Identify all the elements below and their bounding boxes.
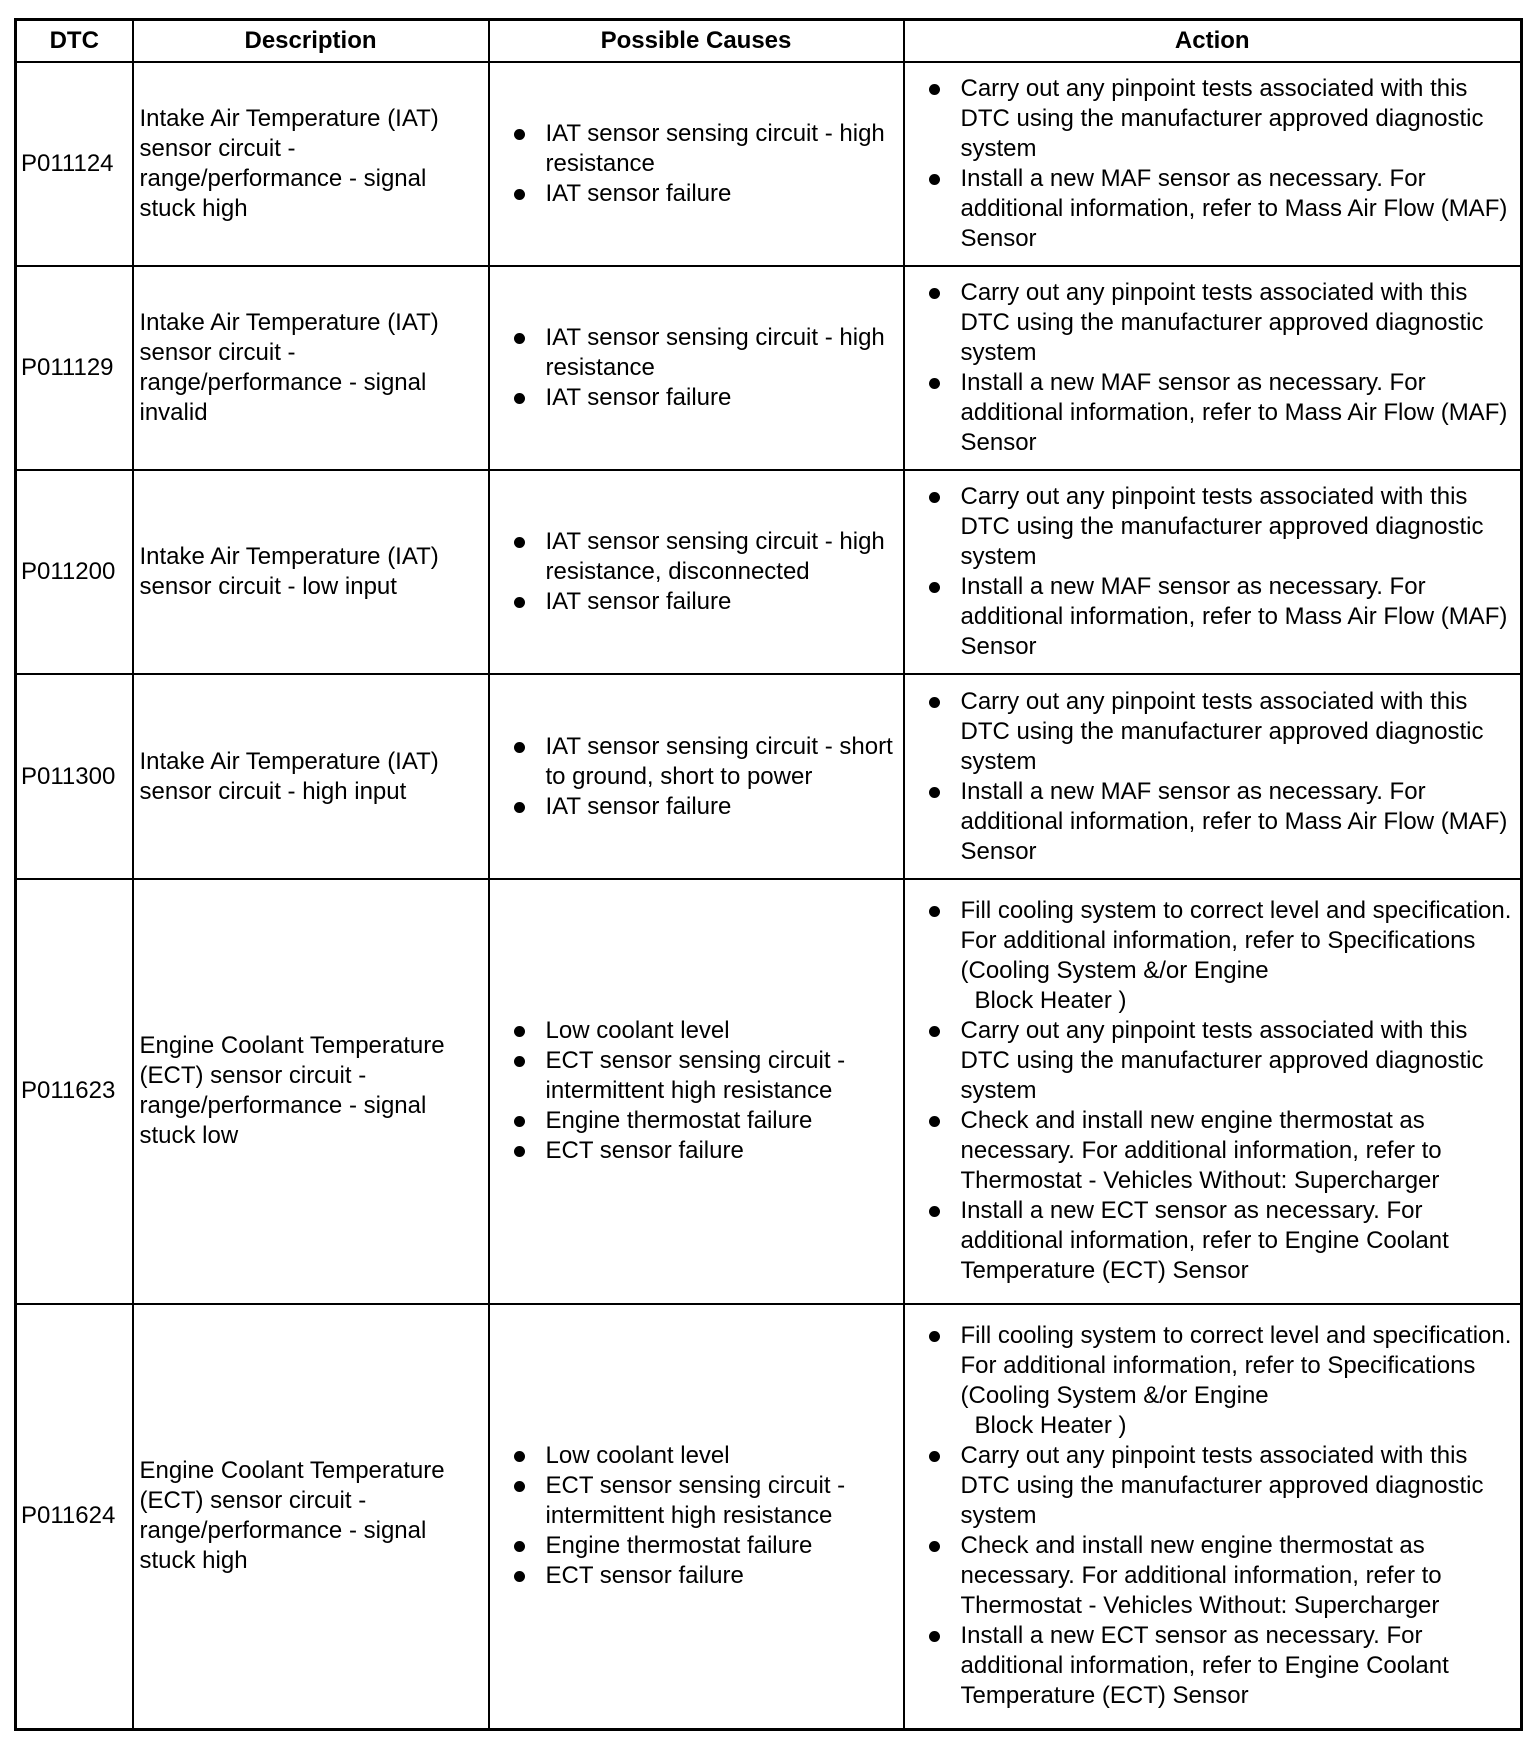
header-action: Action xyxy=(904,20,1522,63)
action-text: Fill cooling system to correct level and specification. For additional information, refer to Specifications (Cooling System &/or Engine xyxy=(960,897,1512,985)
cause-item: IAT sensor failure xyxy=(510,383,895,413)
table-row xyxy=(16,674,1522,878)
dtc-code: P011129 xyxy=(16,266,133,470)
action-item xyxy=(925,1441,1513,1531)
action-text: Install a new MAF sensor as necessary. For additional information, refer to Mass Air Flow (MAF) Sensor xyxy=(960,573,1508,661)
table-body xyxy=(16,62,1522,1730)
dtc-code: P011624 xyxy=(16,1304,133,1730)
cause-item: ECT sensor failure xyxy=(510,1136,895,1166)
dtc-description: Intake Air Temperature (IAT) sensor circuit - range/performance - signal stuck high xyxy=(133,62,489,266)
action-text: Check and install new engine thermostat as necessary. For additional information, refer to Thermostat - Vehicles Without: Supercharger xyxy=(960,1107,1442,1195)
dtc-code: P011623 xyxy=(16,879,133,1304)
action-item xyxy=(925,687,1513,777)
dtc-code: P011124 xyxy=(16,62,133,266)
action-text: Install a new MAF sensor as necessary. For additional information, refer to Mass Air Flow (MAF) Sensor xyxy=(960,165,1508,253)
header-possible-causes: Possible Causes xyxy=(489,20,904,63)
action-list xyxy=(925,687,1513,867)
action-cell xyxy=(904,1304,1522,1730)
header-row xyxy=(16,20,1522,63)
possible-causes-cell xyxy=(489,62,904,266)
cause-item: ECT sensor failure xyxy=(510,1561,895,1591)
dtc-code: P011200 xyxy=(16,470,133,674)
header-description: Description xyxy=(133,20,489,63)
dtc-code: P011300 xyxy=(16,674,133,878)
cause-item: Low coolant level xyxy=(510,1016,895,1046)
action-text: Install a new ECT sensor as necessary. For additional information, refer to Engine Coolant Temperature (ECT) Sensor xyxy=(960,1622,1449,1710)
cause-item: Low coolant level xyxy=(510,1441,895,1471)
action-item xyxy=(925,777,1513,867)
cause-item: IAT sensor failure xyxy=(510,792,895,822)
possible-causes-list xyxy=(510,1016,895,1166)
action-text: Carry out any pinpoint tests associated with this DTC using the manufacturer approved diagnostic system xyxy=(960,483,1484,571)
table-row xyxy=(16,1304,1522,1730)
dtc-description: Intake Air Temperature (IAT) sensor circuit - low input xyxy=(133,470,489,674)
possible-causes-list xyxy=(510,323,895,413)
cause-item: ECT sensor sensing circuit - intermittent high resistance xyxy=(510,1471,895,1531)
possible-causes-cell xyxy=(489,1304,904,1730)
cause-item: IAT sensor sensing circuit - high resistance xyxy=(510,323,895,383)
action-item xyxy=(925,1321,1513,1441)
action-item xyxy=(925,1016,1513,1106)
action-item xyxy=(925,482,1513,572)
cause-item: IAT sensor failure xyxy=(510,587,895,617)
possible-causes-cell xyxy=(489,266,904,470)
dtc-description: Engine Coolant Temperature (ECT) sensor circuit - range/performance - signal stuck low xyxy=(133,879,489,1304)
action-continuation: Block Heater ) xyxy=(974,1412,1127,1440)
action-list xyxy=(925,482,1513,662)
action-item xyxy=(925,278,1513,368)
action-list xyxy=(925,74,1513,254)
possible-causes-cell xyxy=(489,674,904,878)
action-item xyxy=(925,368,1513,458)
action-list xyxy=(925,896,1513,1286)
table-row xyxy=(16,879,1522,1304)
cause-item: IAT sensor sensing circuit - short to ground, short to power xyxy=(510,732,895,792)
action-list xyxy=(925,278,1513,458)
action-item xyxy=(925,1621,1513,1711)
action-text: Check and install new engine thermostat as necessary. For additional information, refer to Thermostat - Vehicles Without: Supercharger xyxy=(960,1532,1442,1620)
dtc-table xyxy=(14,18,1523,1731)
action-cell xyxy=(904,470,1522,674)
cause-item: IAT sensor sensing circuit - high resistance xyxy=(510,119,895,179)
cause-item: Engine thermostat failure xyxy=(510,1106,895,1136)
action-item xyxy=(925,1531,1513,1621)
action-continuation: Block Heater ) xyxy=(974,987,1127,1015)
action-text: Install a new MAF sensor as necessary. For additional information, refer to Mass Air Flow (MAF) Sensor xyxy=(960,777,1508,865)
action-cell xyxy=(904,266,1522,470)
action-text: Fill cooling system to correct level and specification. For additional information, refer to Specifications (Cooling System &/or Engine xyxy=(960,1322,1512,1410)
action-item xyxy=(925,164,1513,254)
action-text: Install a new ECT sensor as necessary. For additional information, refer to Engine Coolant Temperature (ECT) Sensor xyxy=(960,1197,1449,1285)
action-item xyxy=(925,1106,1513,1196)
cause-item: Engine thermostat failure xyxy=(510,1531,895,1561)
possible-causes-cell xyxy=(489,470,904,674)
possible-causes-list xyxy=(510,527,895,617)
table-row xyxy=(16,470,1522,674)
dtc-description: Intake Air Temperature (IAT) sensor circuit - high input xyxy=(133,674,489,878)
cause-item: ECT sensor sensing circuit - intermittent high resistance xyxy=(510,1046,895,1106)
action-item xyxy=(925,572,1513,662)
cause-item: IAT sensor failure xyxy=(510,179,895,209)
action-text: Carry out any pinpoint tests associated with this DTC using the manufacturer approved diagnostic system xyxy=(960,75,1484,163)
action-text: Carry out any pinpoint tests associated with this DTC using the manufacturer approved diagnostic system xyxy=(960,1017,1484,1105)
action-item xyxy=(925,1196,1513,1286)
dtc-description: Engine Coolant Temperature (ECT) sensor circuit - range/performance - signal stuck high xyxy=(133,1304,489,1730)
action-cell xyxy=(904,674,1522,878)
possible-causes-list xyxy=(510,119,895,209)
possible-causes-list xyxy=(510,1441,895,1591)
action-text: Carry out any pinpoint tests associated with this DTC using the manufacturer approved diagnostic system xyxy=(960,279,1484,367)
action-item xyxy=(925,74,1513,164)
action-text: Carry out any pinpoint tests associated with this DTC using the manufacturer approved diagnostic system xyxy=(960,1442,1484,1530)
action-text: Carry out any pinpoint tests associated with this DTC using the manufacturer approved diagnostic system xyxy=(960,687,1484,775)
action-text: Install a new MAF sensor as necessary. For additional information, refer to Mass Air Flow (MAF) Sensor xyxy=(960,369,1508,457)
dtc-description: Intake Air Temperature (IAT) sensor circuit - range/performance - signal invalid xyxy=(133,266,489,470)
cause-item: IAT sensor sensing circuit - high resistance, disconnected xyxy=(510,527,895,587)
action-cell xyxy=(904,879,1522,1304)
action-item xyxy=(925,896,1513,1016)
action-cell xyxy=(904,62,1522,266)
table-row xyxy=(16,62,1522,266)
possible-causes-list xyxy=(510,732,895,822)
action-list xyxy=(925,1321,1513,1711)
header-dtc: DTC xyxy=(16,20,133,63)
table-row xyxy=(16,266,1522,470)
possible-causes-cell xyxy=(489,879,904,1304)
